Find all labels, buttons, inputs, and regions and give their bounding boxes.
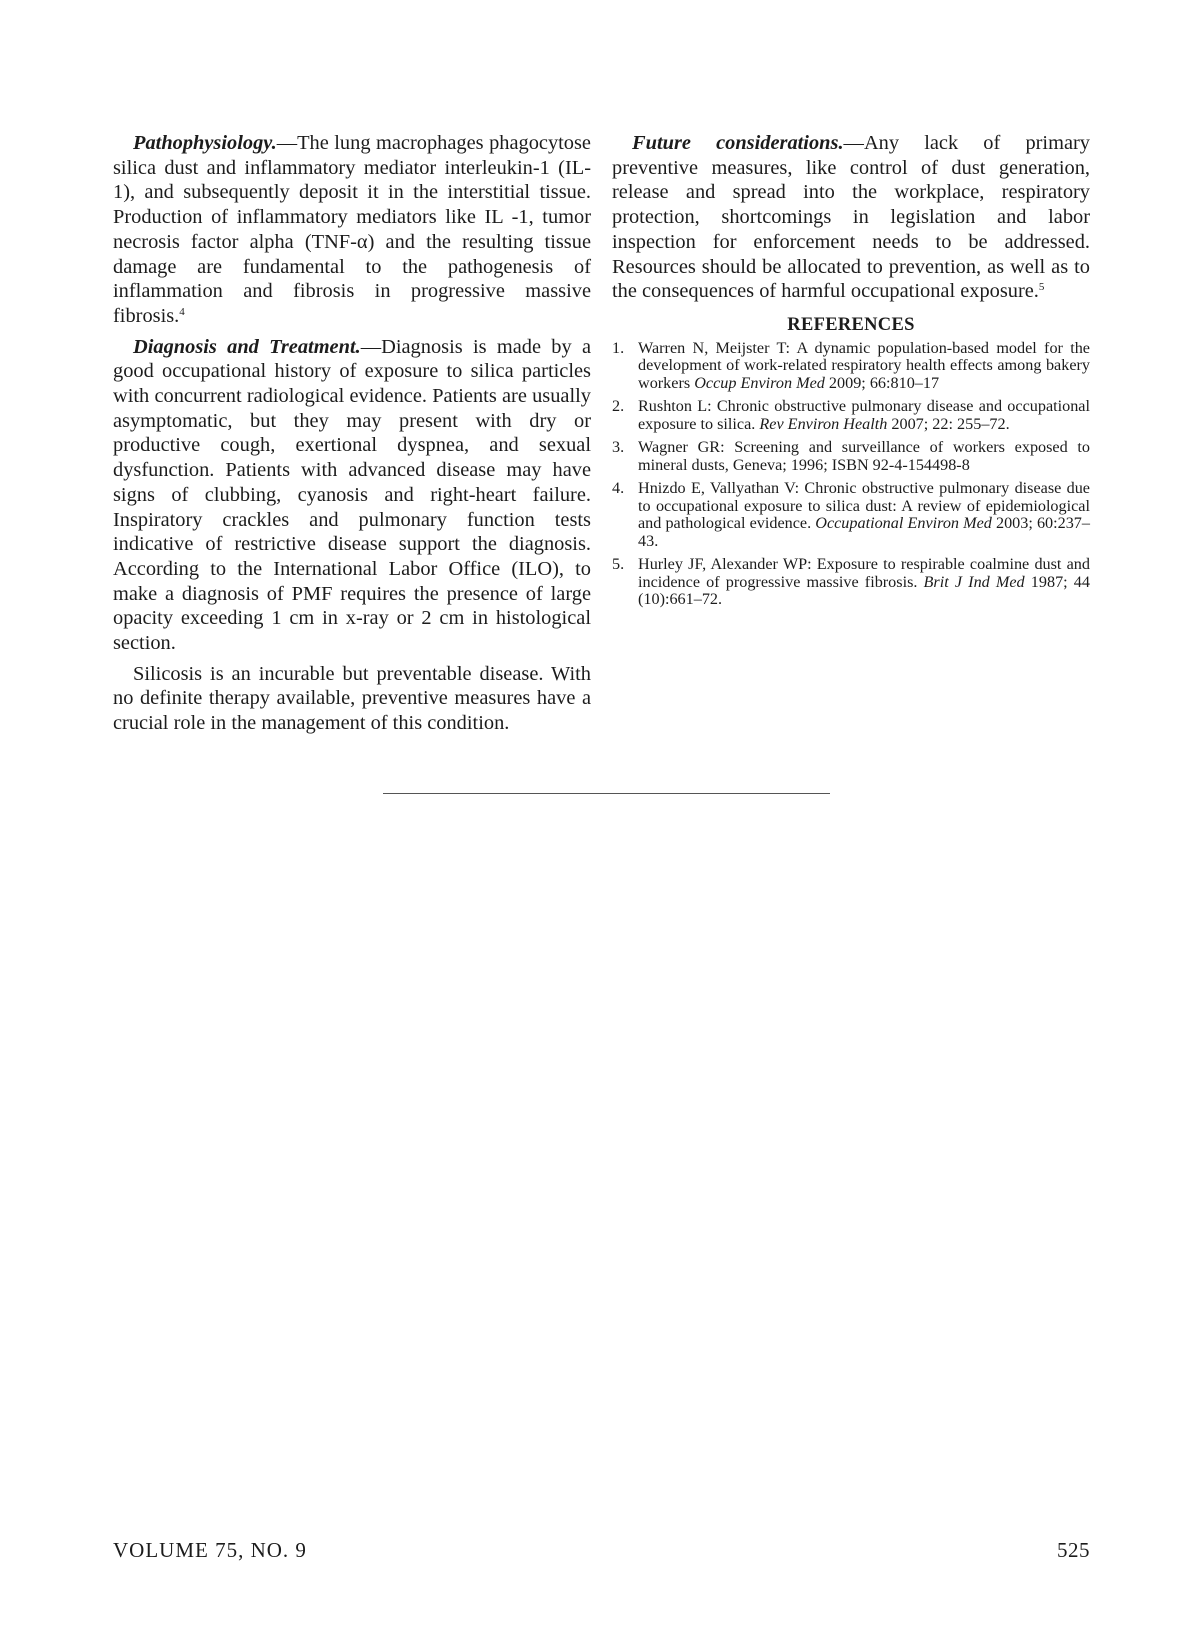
diagnosis-text: —Diagnosis is made by a good occupational history of exposure to silica particles with concurrent radiological evidence. Patients are usually asymptomatic, but they may present with dry or productive cough, exertional dyspnea, and sexual dysfunction. Patients with advanced disease may have signs of clubbing, cyanosis and right-heart failure. Inspiratory crackles and pulmonary function tests indicative of restrictive disease support the diagnosis. According to the International Labor Office (ILO), to make a diagnosis of PMF requires the presence of large opacity exceeding 1 cm in x-ray or 2 cm in histological section. xyxy=(113,335,591,655)
reference-text: Wagner GR: Screening and surveillance of workers exposed to mineral dusts, Geneva; 1996; ISBN 92-4-154498-8 xyxy=(638,438,1090,474)
pathophysiology-paragraph xyxy=(113,131,591,329)
closing-paragraph: Silicosis is an incurable but preventable disease. With no definite therapy available, preventive measures have a crucial role in the management of this condition. xyxy=(113,662,591,735)
footer-volume: VOLUME 75, NO. 9 xyxy=(113,1538,307,1562)
page-number: 525 xyxy=(1057,1538,1090,1562)
reference-item xyxy=(612,398,1090,433)
reference-details: 1987; 44 (10):661–72. xyxy=(638,572,1090,609)
reference-number: 2. xyxy=(612,397,625,416)
reference-number: 4. xyxy=(612,479,625,498)
reference-journal: Occupational Environ Med xyxy=(815,514,992,533)
future-paragraph xyxy=(612,131,1090,304)
reference-journal: Occup Environ Med xyxy=(694,373,825,392)
pathophysiology-text: —The lung macrophages phagocytose silica dust and inflammatory mediator interleukin-1 (IL-1), and subsequently deposit it in the interstitial tissue. Production of inflammatory mediators like IL -1, tumor necrosis factor alpha (TNF-α) and the resulting tissue damage are fundamental to the pathogenesis of inflammation and fibrosis in progressive massive fibrosis. xyxy=(113,132,591,327)
diagnosis-heading: Diagnosis and Treatment. xyxy=(133,335,361,358)
left-column xyxy=(113,131,591,736)
reference-text: Warren N, Meijster T: A dynamic population-based model for the development of work-related respiratory health effects among bakery workers xyxy=(638,338,1090,392)
reference-journal: Brit J Ind Med xyxy=(923,572,1025,591)
reference-details: 2007; 22: 255–72. xyxy=(887,414,1010,433)
reference-item xyxy=(612,556,1090,609)
reference-item xyxy=(612,480,1090,550)
reference-number: 1. xyxy=(612,338,625,357)
reference-text: Rushton L: Chronic obstructive pulmonary disease and occupational exposure to silica. xyxy=(638,397,1090,433)
reference-text: Hnizdo E, Vallyathan V: Chronic obstructive pulmonary disease due to occupational exposure to silica dust: A review of epidemiological and pathological evidence. xyxy=(638,479,1090,533)
citation-4: 4 xyxy=(179,305,185,318)
reference-journal: Rev Environ Health xyxy=(759,414,888,433)
reference-item xyxy=(612,439,1090,474)
pathophysiology-heading: Pathophysiology. xyxy=(133,132,277,154)
future-text: —Any lack of primary preventive measures, like control of dust generation, release and spread into the workplace, respiratory protection, shortcomings in legislation and labor inspection for enforcement needs to be addressed. Resources should be allocated to prevention, as well as to the consequences of harmful occupational exposure. xyxy=(612,132,1090,303)
citation-5: 5 xyxy=(1038,281,1045,294)
reference-text: Hurley JF, Alexander WP: Exposure to respirable coalmine dust and incidence of progressive massive fibrosis. xyxy=(638,555,1090,591)
reference-number: 5. xyxy=(612,555,625,574)
section-divider xyxy=(383,793,830,794)
diagnosis-paragraph xyxy=(113,335,591,656)
right-column xyxy=(612,131,1090,615)
future-heading: Future considerations. xyxy=(632,132,844,154)
reference-list xyxy=(612,340,1090,609)
references-heading: REFERENCES xyxy=(787,314,915,335)
reference-details: 2009; 66:810–17 xyxy=(824,373,940,392)
reference-number: 3. xyxy=(612,438,625,457)
reference-details: 2003; 60:237–43. xyxy=(638,514,1090,550)
reference-item xyxy=(612,340,1090,393)
